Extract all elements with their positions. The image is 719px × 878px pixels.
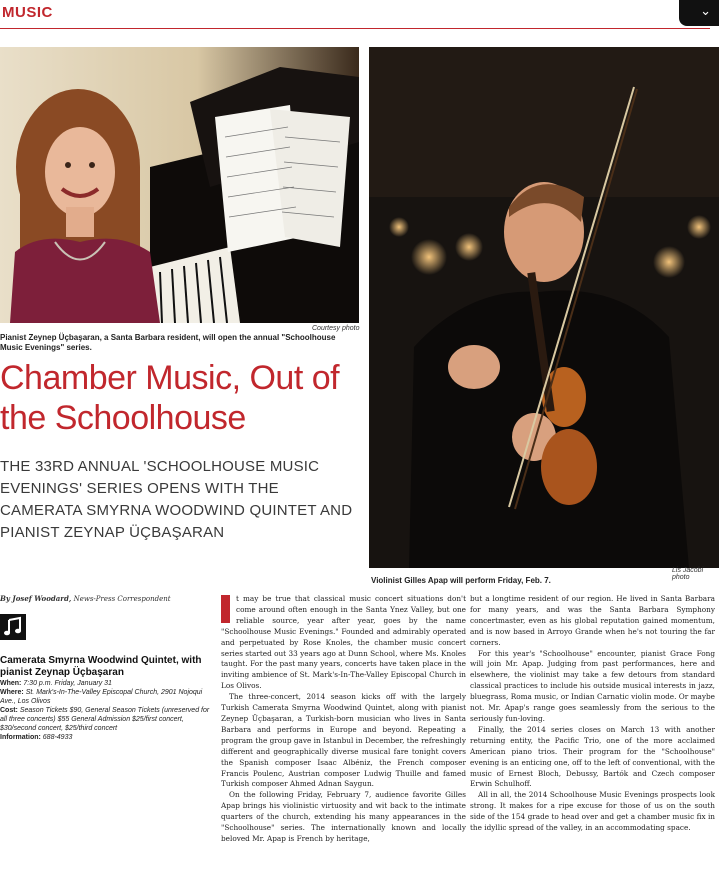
article-column-2 xyxy=(470,594,715,834)
section-label: MUSIC xyxy=(2,4,53,21)
article-paragraph: Finally, the 2014 series closes on March 13 with another returning entity, the Pacific Trio, one of the more acclaimed American piano trios. Their program for the "Schoolhouse" evening is an enticing one, off to the left of conventional, with the music of Ernest Bloch, Debussy, Bartók and Czech composer Erwin Schulhoff. xyxy=(470,724,715,789)
violinist-photo xyxy=(369,47,719,568)
section-rule xyxy=(0,28,710,29)
pianist-photo xyxy=(0,47,359,323)
article-paragraph: t may be true that classical music concert situations don't come around often enough in the Santa Ynez Valley, but one reliable source, year after year, goes by the name "Schoolhouse Music Evenings." Founded and admirably operated and perpetuated by Rose Knoles, the chamber music concert series started out 33 years ago at Dunn School, where Ms. Knoles taught. For the past many years, concerts have taken place in the inviting ambience of St. Mark's-In-The-Valley Episcopal Church in Los Olivos. xyxy=(221,594,466,691)
event-info-box xyxy=(0,655,215,742)
event-when: When: 7:30 p.m. Friday, January 31 xyxy=(0,680,112,687)
deck-subheadline: THE 33RD ANNUAL 'SCHOOLHOUSE MUSIC EVENINGS' SERIES OPENS WITH THE CAMERATA SMYRNA WOODWIND QUINTET AND PIANIST ZEYNAP ÜÇBAŞARAN xyxy=(0,458,353,541)
drop-cap-bar xyxy=(221,595,230,623)
violinist-photo-credit: Lis Jacobi photo xyxy=(672,567,704,581)
event-where: Where: St. Mark's-In-The-Valley Episcopal Church, 2901 Nojoqui Ave., Los Olivos xyxy=(0,689,203,705)
article-paragraph: On the following Friday, February 7, audience favorite Gilles Apap brings his violinistic virtuosity and wit back to the intimate quarters of the church, extending his many appearances in the "Schoolhouse" series. The internationally known and locally beloved Mr. Apap is French by heritage, xyxy=(221,790,466,843)
headline: Chamber Music, Out of the Schoolhouse xyxy=(0,359,340,437)
byline-role: News-Press Correspondent xyxy=(73,595,171,603)
violinist-photo-caption: Violinist Gilles Apap will perform Friday, Feb. 7. xyxy=(371,576,551,585)
article-paragraph: but a longtime resident of our region. He lived in Santa Barbara for many years, and was the Santa Barbara Symphony concertmaster, even as his global reputation gained momentum, and is now based in Arroyo Grande when he's not touring the far corners. xyxy=(470,594,715,647)
byline-author: By Josef Woodard, xyxy=(0,594,72,603)
event-title: Camerata Smyrna Woodwind Quintet, with pianist Zeynap Üçbaşaran xyxy=(0,655,202,678)
event-cost: Cost: Season Tickets $90, General Season Tickets (unreserved for all three concerts) $55 General Admission $25/first concert, $30/second concert, $25/third concert xyxy=(0,707,210,732)
event-information: Information: 688-4933 xyxy=(0,734,73,741)
chevron-down-icon[interactable]: ⌄ xyxy=(679,0,719,26)
article-column-1 xyxy=(221,594,466,845)
pianist-photo-caption: Pianist Zeynep Üçbaşaran, a Santa Barbara resident, will open the annual "Schoolhouse Music Evenings" series. xyxy=(0,333,336,352)
article-paragraph: All in all, the 2014 Schoolhouse Music Evenings prospects look strong. It makes for a ripe excuse for those of us on the south side of the 154 grade to head over and get a chamber music fix in the idyllic spread of the valley, in an accommodating space. xyxy=(470,790,715,833)
byline xyxy=(0,594,200,603)
music-note-icon xyxy=(0,614,26,640)
article-paragraph: For this year's "Schoolhouse" encounter, pianist Grace Fong will join Mr. Apap. Judging from past performances, here and elsewhere, the violinist may take a few detours from standard classical practices to include his outside musical interests in jazz, bluegrass, Roma music, or Indian Carnatic violin mode. Or maybe not. Mr. Apap's range goes seamlessly from the serious to the seriously fun-loving. xyxy=(470,648,715,723)
pianist-photo-credit: Courtesy photo xyxy=(312,325,360,332)
article-paragraph: The three-concert, 2014 season kicks off with the largely Turkish Camerata Smyrna Woodwind Quintet, along with pianist Zeynep Üçbaşaran, a Turkish-born musician who lives in Santa Barbara and performs in Europe and beyond. Repeating a program the group gave in Istanbul in December, the refreshingly different and geographically diverse musical fare tonight covers the Spanish composer Isaac Albéniz, the French composer Francis Poulenc, Austrian composer Ludwig Thuille and famed Turkish composer Ahmed Adnan Saygun. xyxy=(221,692,466,789)
